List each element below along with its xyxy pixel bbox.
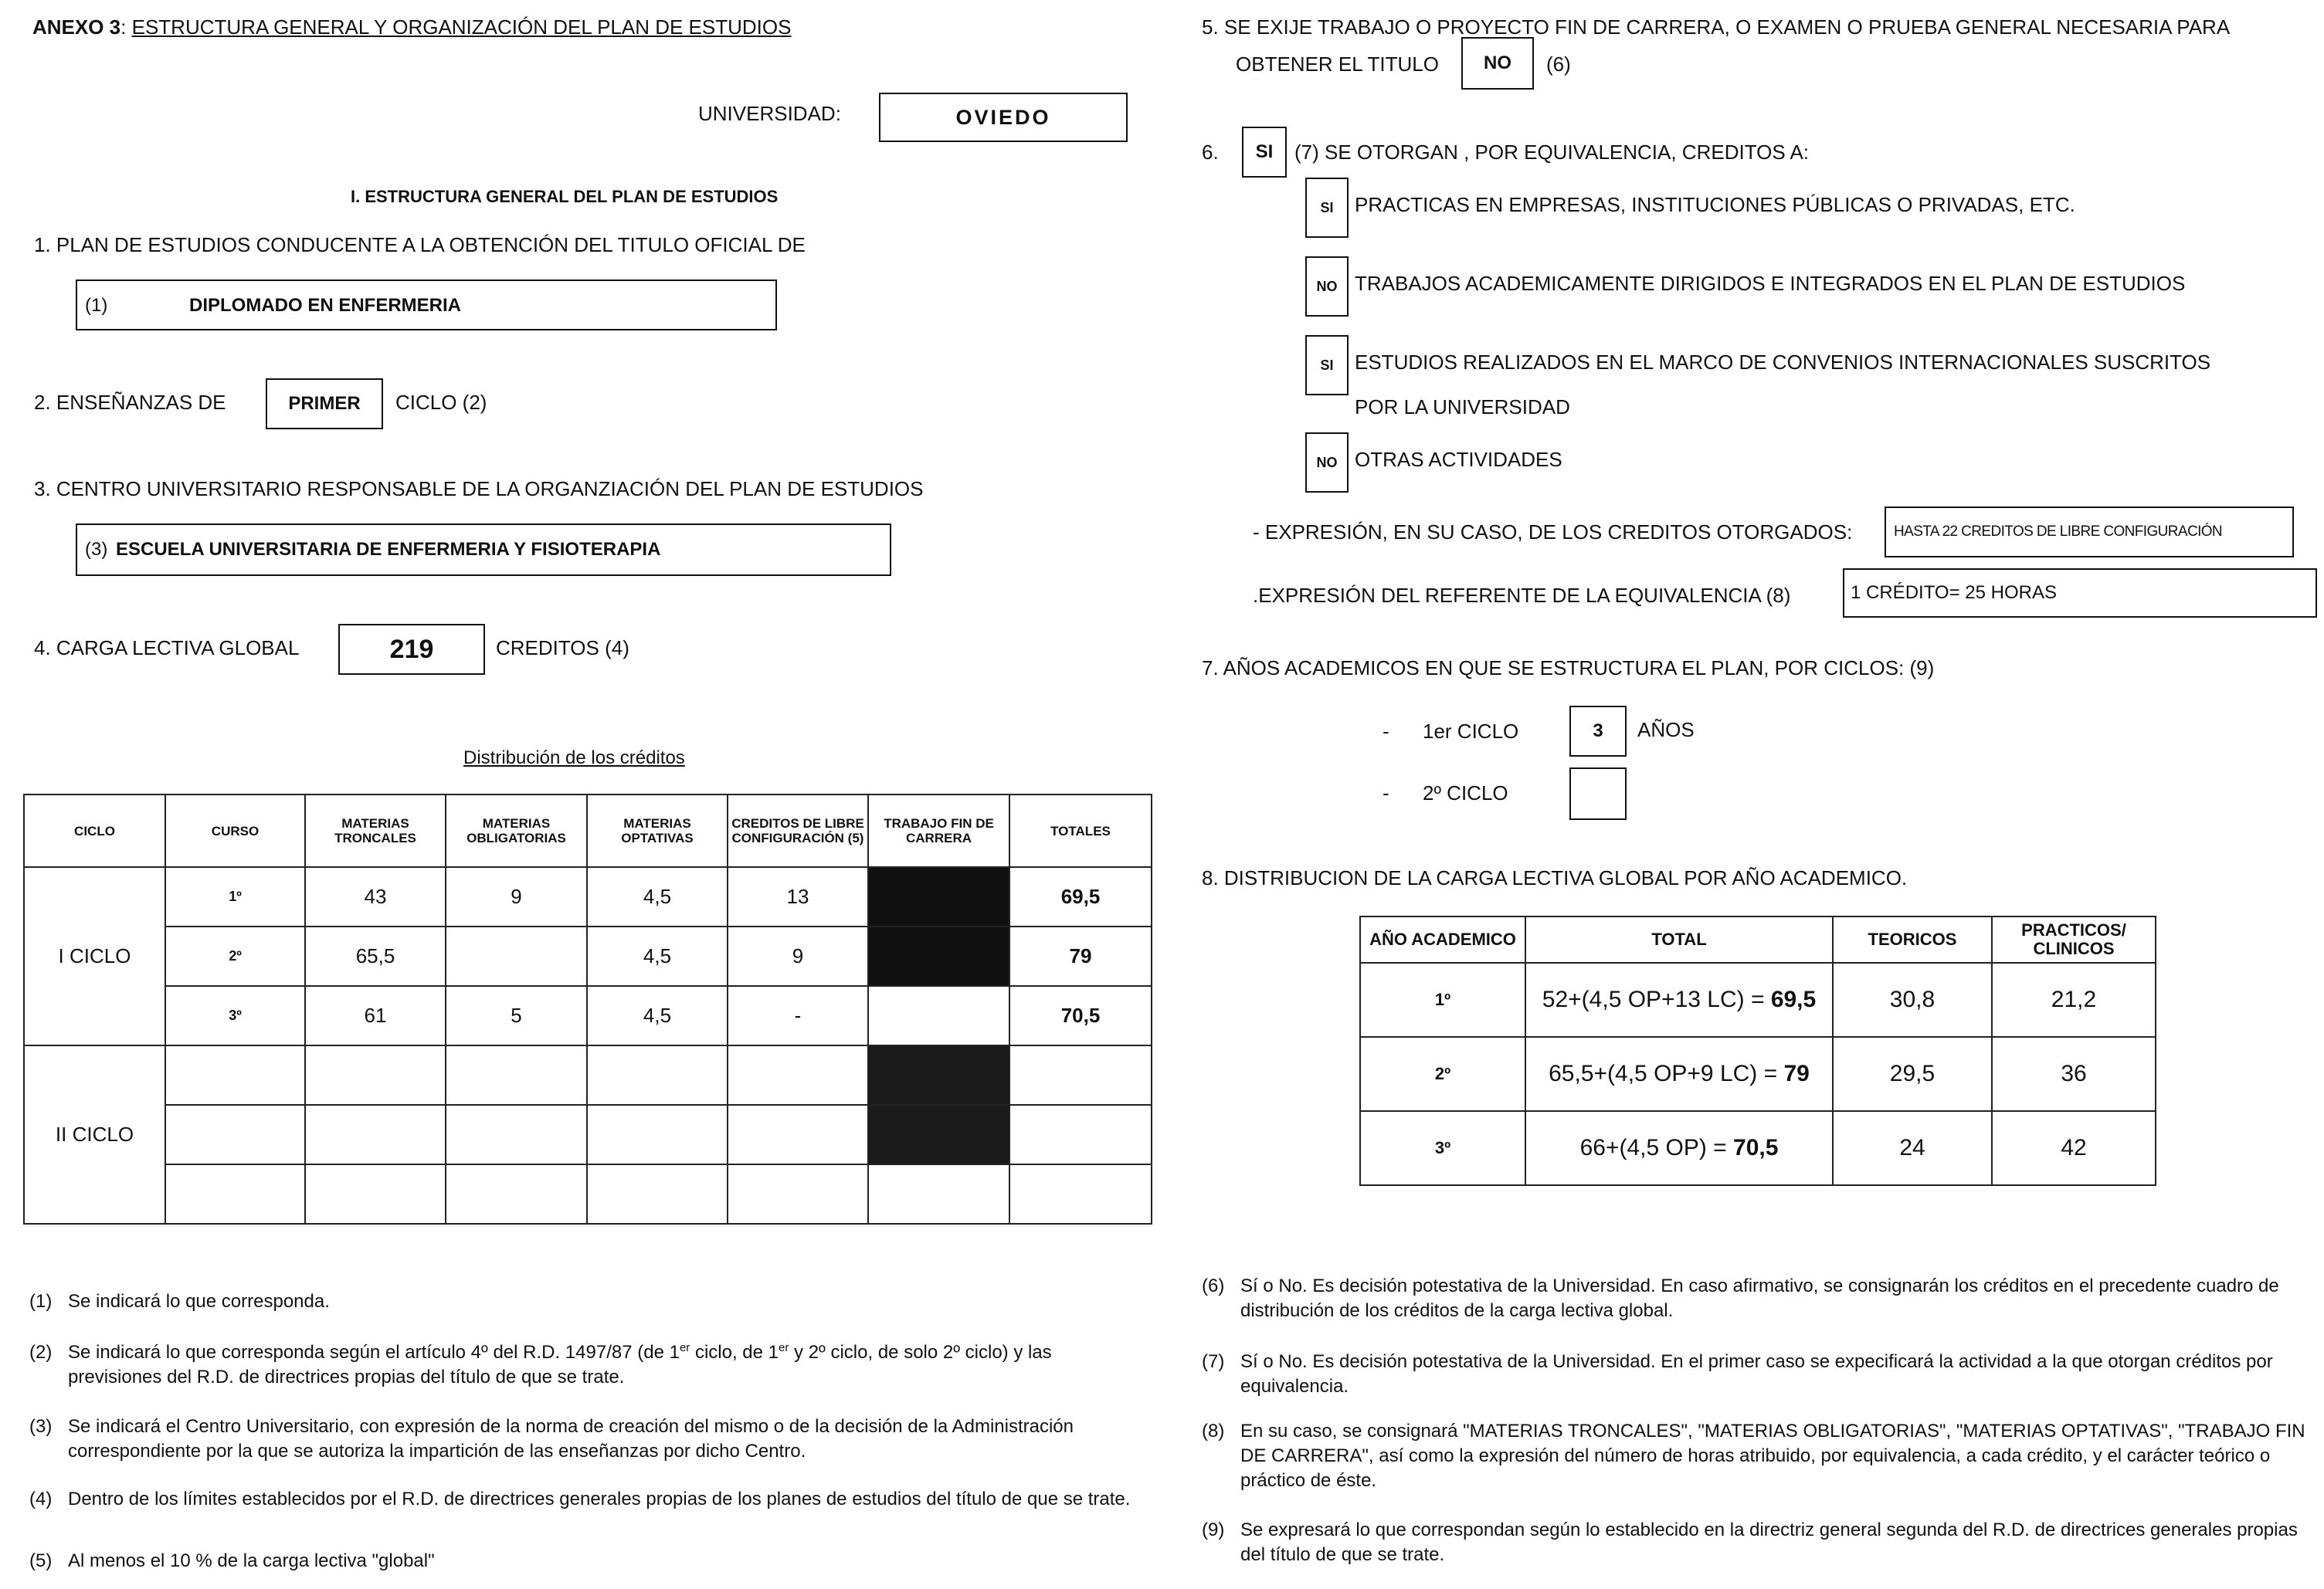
libre-cell: 9 [728,927,868,986]
total-value: 69,5 [1770,987,1817,1012]
item4-field [338,624,485,675]
item4-prefix: 4. CARGA LECTIVA GLOBAL [34,636,300,659]
curso-cell [165,1164,305,1224]
item2-value: PRIMER [288,393,361,414]
note-text-part: y 2º ciclo, de solo 2º ciclo) y las previsiones del R.D. de directrices propias del título de que se trate. [68,1342,1052,1387]
table-row [24,986,1152,1045]
col-header: TRABAJO FIN DE CARRERA [868,794,1009,867]
equiv-convenios-text: ESTUDIOS REALIZADOS EN EL MARCO DE CONVENIOS INTERNACIONALES SUSCRITOS [1355,351,2211,374]
item6-value: SI [1255,141,1274,162]
practicos-cell: 21,2 [1992,963,2156,1037]
equiv-trabajos-text: TRABAJOS ACADEMICAMENTE DIRIGIDOS E INTEGRADOS EN EL PLAN DE ESTUDIOS [1355,272,2186,295]
total-formula: 66+(4,5 OP) = [1579,1135,1734,1160]
item1-field [76,280,777,330]
libre-cell: - [728,986,868,1045]
curso-cell: 1º [165,867,305,927]
equiv-otras-field [1305,432,1349,493]
ref-value: 1 CRÉDITO= 25 HORAS [1851,582,2057,603]
equiv-practicas-field [1305,178,1349,238]
item3-field [76,523,891,576]
ciclo1-field [1569,706,1627,757]
total-cell [1525,1037,1833,1111]
optativas-cell: 4,5 [587,927,728,986]
note-text: Al menos el 10 % de la carga lectiva "global" [68,1550,435,1571]
troncales-cell [305,1105,446,1164]
annex-title: ESTRUCTURA GENERAL Y ORGANIZACIÓN DEL PLAN DE ESTUDIOS [131,15,792,39]
total-formula: 65,5+(4,5 OP+9 LC) = [1549,1061,1784,1086]
total-cell [1525,963,1833,1037]
item5-value: NO [1484,53,1511,73]
trabajo-cell-blocked [868,927,1009,986]
expr-label: - EXPRESIÓN, EN SU CASO, DE LOS CREDITOS OTORGADOS: [1253,520,1853,544]
equiv-trabajos-field [1305,256,1349,317]
obligatorias-cell [446,1045,587,1105]
optativas-cell: 4,5 [587,867,728,927]
curso-cell: 3º [165,986,305,1045]
equiv-practicas-text: PRACTICAS EN EMPRESAS, INSTITUCIONES PÚBLICAS O PRIVADAS, ETC. [1355,193,2075,216]
equiv-value: NO [1316,454,1338,470]
equiv-value: SI [1320,357,1334,373]
ciclo2-field [1569,767,1627,820]
note-text: En su caso, se consignará "MATERIAS TRONCALES", "MATERIAS OBLIGATORIAS", "MATERIAS OPTATIVAS", "TRABAJO FIN DE CARRERA", así como la expresión del número de horas atribuido, por equivalencia, a cada crédito, y el carácter teórico o práctico de éste. [1240,1421,2305,1491]
col-header: MATERIAS TRONCALES [305,794,446,867]
table-row [24,1164,1152,1224]
ciclo-cell: I CICLO [24,867,165,1045]
equiv-otras-text: OTRAS ACTIVIDADES [1355,448,1562,471]
note-superscript: er [779,1341,789,1354]
table-row [24,927,1152,986]
total-cell [1009,1164,1152,1224]
ciclo2-label: 2º CICLO [1423,781,1508,805]
item5-line1: 5. SE EXIJE TRABAJO O PROYECTO FIN DE CARRERA, O EXAMEN O PRUEBA GENERAL NECESARIA PARA [1202,15,2231,39]
optativas-cell [587,1164,728,1224]
obligatorias-cell [446,927,587,986]
col-header: TOTALES [1009,794,1152,867]
total-cell [1009,1105,1152,1164]
note-text: Sí o No. Es decisión potestativa de la Universidad. En caso afirmativo, se consignarán los créditos en el precedente cuadro de distribución de los créditos de la carga lectiva global. [1240,1276,2279,1321]
table-row [1360,1111,2156,1185]
credits-table [23,794,1152,1225]
note-number: (7) [1202,1351,1225,1372]
item1-ref: (1) [85,295,108,316]
note-number: (2) [29,1342,53,1363]
item2-suffix: CICLO (2) [395,391,487,414]
note-text: Se indicará lo que corresponda. [68,1291,330,1312]
note-superscript: er [679,1341,690,1354]
troncales-cell [305,1164,446,1224]
teoricos-cell: 30,8 [1833,963,1992,1037]
troncales-cell: 65,5 [305,927,446,986]
table-row [24,867,1152,927]
practicos-cell: 36 [1992,1037,2156,1111]
universidad-field [879,93,1128,142]
item1-value: DIPLOMADO EN ENFERMERIA [189,295,462,316]
note-text-part: ciclo, de 1 [690,1342,779,1363]
item2-field [266,378,383,429]
col-header: MATERIAS OBLIGATORIAS [446,794,587,867]
note-number: (3) [29,1416,53,1437]
optativas-cell [587,1045,728,1105]
col-header: TOTAL [1525,916,1833,963]
total-cell: 79 [1009,927,1152,986]
ciclo-cell: II CICLO [24,1045,165,1224]
note-number: (8) [1202,1421,1225,1442]
note-number: (1) [29,1291,53,1312]
note-text [68,1340,1142,1390]
teoricos-cell: 24 [1833,1111,1992,1185]
item8-text: 8. DISTRIBUCION DE LA CARGA LECTIVA GLOBAL POR AÑO ACADEMICO. [1202,866,1908,889]
equiv-convenios-field [1305,335,1349,395]
note-number: (5) [29,1550,53,1571]
item4-suffix: CREDITOS (4) [496,636,629,659]
troncales-cell: 61 [305,986,446,1045]
load-table [1359,916,2156,1186]
trabajo-cell [868,986,1009,1045]
expr-field [1885,507,2294,557]
col-header: TEORICOS [1833,916,1992,963]
obligatorias-cell: 9 [446,867,587,927]
obligatorias-cell [446,1164,587,1224]
ciclo1-value: 3 [1593,720,1603,741]
note-text: Dentro de los límites establecidos por el R.D. de directrices generales propias de los planes de estudios del título de que se trate. [68,1489,1131,1509]
col-header: CREDITOS DE LIBRE CONFIGURACIÓN (5) [728,794,868,867]
credits-header-row [24,794,1152,867]
obligatorias-cell: 5 [446,986,587,1045]
annex-heading: ANEXO 3: ESTRUCTURA GENERAL Y ORGANIZACIÓN DEL PLAN DE ESTUDIOS [32,15,792,39]
trabajo-cell [868,1164,1009,1224]
section-title: I. ESTRUCTURA GENERAL DEL PLAN DE ESTUDIOS [351,187,779,206]
note-text: Se indicará el Centro Universitario, con expresión de la norma de creación del mismo o de la decisión de la Administración correspondiente por la que se autoriza la impartición de las enseñanzas por dicho Centro. [68,1416,1074,1462]
libre-cell [728,1164,868,1224]
note-number: (6) [1202,1276,1225,1296]
teoricos-cell: 29,5 [1833,1037,1992,1111]
year-cell: 1º [1360,963,1525,1037]
ref-field [1843,568,2317,618]
item6-field [1242,127,1287,178]
libre-cell [728,1045,868,1105]
troncales-cell [305,1045,446,1105]
optativas-cell: 4,5 [587,986,728,1045]
annex-label: ANEXO 3 [32,15,121,39]
col-header: AÑO ACADEMICO [1360,916,1525,963]
item5-field [1461,37,1534,90]
troncales-cell: 43 [305,867,446,927]
curso-cell [165,1105,305,1164]
note-text: Sí o No. Es decisión potestativa de la Universidad. En el primer caso se expecificará la actividad a la que otorgan créditos por equivalencia. [1240,1351,2273,1397]
practicos-cell: 42 [1992,1111,2156,1185]
optativas-cell [587,1105,728,1164]
equiv-convenios-text2: POR LA UNIVERSIDAD [1355,395,1570,418]
col-header: CICLO [24,794,165,867]
col-header: CURSO [165,794,305,867]
col-header: PRACTICOS/ CLINICOS [1992,916,2156,963]
total-value: 79 [1783,1061,1810,1086]
note-number: (4) [29,1489,53,1509]
item2-prefix: 2. ENSEÑANZAS DE [34,391,226,414]
table-row [1360,963,2156,1037]
item5-ref: (6) [1546,53,1571,76]
total-cell: 70,5 [1009,986,1152,1045]
dash: - [1383,720,1389,743]
item6-text: (7) SE OTORGAN , POR EQUIVALENCIA, CREDITOS A: [1294,141,1810,164]
item3-text: 3. CENTRO UNIVERSITARIO RESPONSABLE DE LA ORGANZIACIÓN DEL PLAN DE ESTUDIOS [34,477,924,500]
universidad-label: UNIVERSIDAD: [698,102,841,125]
trabajo-cell-blocked [868,1045,1009,1105]
total-formula: 52+(4,5 OP+13 LC) = [1542,987,1771,1012]
load-header-row [1360,916,2156,963]
trabajo-cell-blocked [868,867,1009,927]
ciclo1-label: 1er CICLO [1423,720,1519,743]
item5-line2: OBTENER EL TITULO [1236,53,1439,76]
libre-cell: 13 [728,867,868,927]
dash: - [1383,781,1389,805]
expr-value: HASTA 22 CREDITOS DE LIBRE CONFIGURACIÓN [1894,523,2223,540]
equiv-value: SI [1320,199,1334,215]
note-number: (9) [1202,1520,1225,1540]
item3-value: ESCUELA UNIVERSITARIA DE ENFERMERIA Y FISIOTERAPIA [116,539,661,560]
curso-cell [165,1045,305,1105]
table-row [24,1045,1152,1105]
total-cell [1009,1045,1152,1105]
libre-cell [728,1105,868,1164]
item7-text: 7. AÑOS ACADEMICOS EN QUE SE ESTRUCTURA EL PLAN, POR CICLOS: (9) [1202,656,1935,679]
item4-value: 219 [389,634,434,664]
obligatorias-cell [446,1105,587,1164]
note-text: Se expresará lo que correspondan según lo establecido en la directriz general segunda del R.D. de directrices generales propias del título de que se trate. [1240,1520,2298,1565]
curso-cell: 2º [165,927,305,986]
dist-title: Distribución de los créditos [463,747,685,768]
item3-ref: (3) [85,539,108,560]
total-value: 70,5 [1733,1135,1779,1160]
equiv-value: NO [1316,278,1338,294]
total-cell: 69,5 [1009,867,1152,927]
year-cell: 3º [1360,1111,1525,1185]
table-row [24,1105,1152,1164]
universidad-value: OVIEDO [955,105,1051,129]
table-row [1360,1037,2156,1111]
total-cell [1525,1111,1833,1185]
note-text-part: Se indicará lo que corresponda según el artículo 4º del R.D. 1497/87 (de 1 [68,1342,680,1363]
col-header: MATERIAS OPTATIVAS [587,794,728,867]
item1-text: 1. PLAN DE ESTUDIOS CONDUCENTE A LA OBTENCIÓN DEL TITULO OFICIAL DE [34,233,806,256]
trabajo-cell-blocked [868,1105,1009,1164]
item6-num: 6. [1202,141,1219,164]
year-cell: 2º [1360,1037,1525,1111]
ref-label: .EXPRESIÓN DEL REFERENTE DE LA EQUIVALENCIA (8) [1253,584,1791,607]
ciclo1-unit: AÑOS [1637,718,1695,741]
